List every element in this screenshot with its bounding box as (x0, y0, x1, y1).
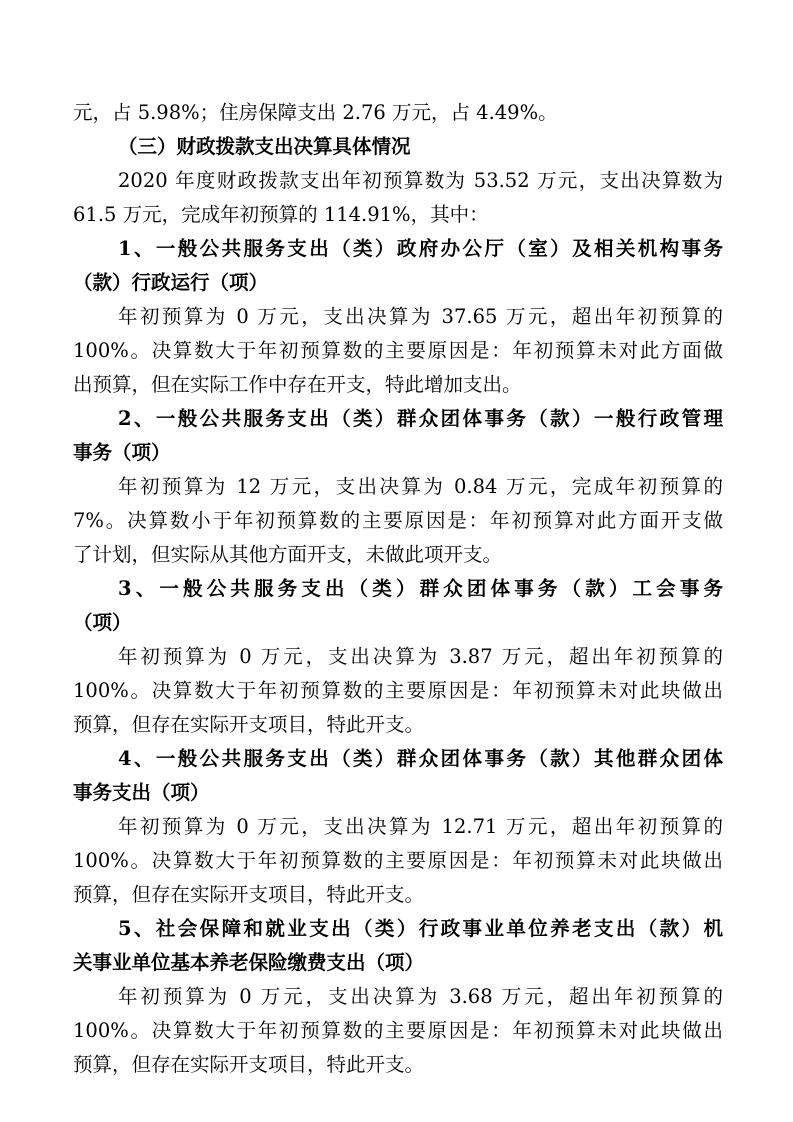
item-heading: （项） (73, 611, 132, 634)
paragraph-line: 预算，但存在实际开支项目，特此开支。 (73, 1053, 425, 1076)
paragraph-line: 100%。决算数大于年初预算数的主要原因是：年初预算未对此块做出 (73, 679, 723, 702)
paragraph-line: 2020 年度财政拨款支出年初预算数为 53.52 万元，支出决算数为 (118, 169, 723, 192)
paragraph-line: 100%。决算数大于年初预算数的主要原因是：年初预算未对此方面做 (73, 339, 723, 362)
item-heading: 4、一般公共服务支出（类）群众团体事务（款）其他群众团体 (118, 747, 723, 770)
item-heading: 3、一般公共服务支出（类）群众团体事务（款）工会事务 (118, 577, 723, 600)
paragraph-line: 年初预算为 0 万元，支出决算为 3.68 万元，超出年初预算的 (118, 985, 723, 1008)
item-heading: 2、一般公共服务支出（类）群众团体事务（款）一般行政管理 (118, 407, 723, 430)
paragraph-line: 元，占 5.98%；住房保障支出 2.76 万元，占 4.49%。 (73, 101, 558, 124)
paragraph-line: 出预算，但在实际工作中存在开支，特此增加支出。 (73, 373, 522, 396)
item-heading: 事务支出（项） (73, 781, 210, 804)
item-heading: 1、一般公共服务支出（类）政府办公厅（室）及相关机构事务 (118, 237, 723, 260)
paragraph-line: 61.5 万元，完成年初预算的 114.91%，其中： (73, 203, 489, 226)
paragraph-line: 年初预算为 0 万元，支出决算为 12.71 万元，超出年初预算的 (118, 815, 723, 838)
item-heading: （款）行政运行（项） (73, 271, 269, 294)
paragraph-line: 预算，但存在实际开支项目，特此开支。 (73, 713, 425, 736)
paragraph-line: 年初预算为 0 万元，支出决算为 3.87 万元，超出年初预算的 (118, 645, 723, 668)
paragraph-line: 100%。决算数大于年初预算数的主要原因是：年初预算未对此块做出 (73, 849, 723, 872)
item-heading: 事务（项） (73, 441, 171, 464)
section-heading: （三）财政拨款支出决算具体情况 (118, 135, 411, 158)
item-heading: 关事业单位基本养老保险缴费支出（项） (73, 951, 425, 974)
paragraph-line: 7%。决算数小于年初预算数的主要原因是：年初预算对此方面开支做 (73, 509, 723, 532)
paragraph-line: 预算，但存在实际开支项目，特此开支。 (73, 883, 425, 906)
paragraph-line: 年初预算为 12 万元，支出决算为 0.84 万元，完成年初预算的 (118, 475, 723, 498)
paragraph-line: 年初预算为 0 万元，支出决算为 37.65 万元，超出年初预算的 (118, 305, 723, 328)
paragraph-line: 了计划，但实际从其他方面开支，未做此项开支。 (73, 543, 503, 566)
item-heading: 5、社会保障和就业支出（类）行政事业单位养老支出（款）机 (118, 917, 723, 940)
paragraph-line: 100%。决算数大于年初预算数的主要原因是：年初预算未对此块做出 (73, 1019, 723, 1042)
